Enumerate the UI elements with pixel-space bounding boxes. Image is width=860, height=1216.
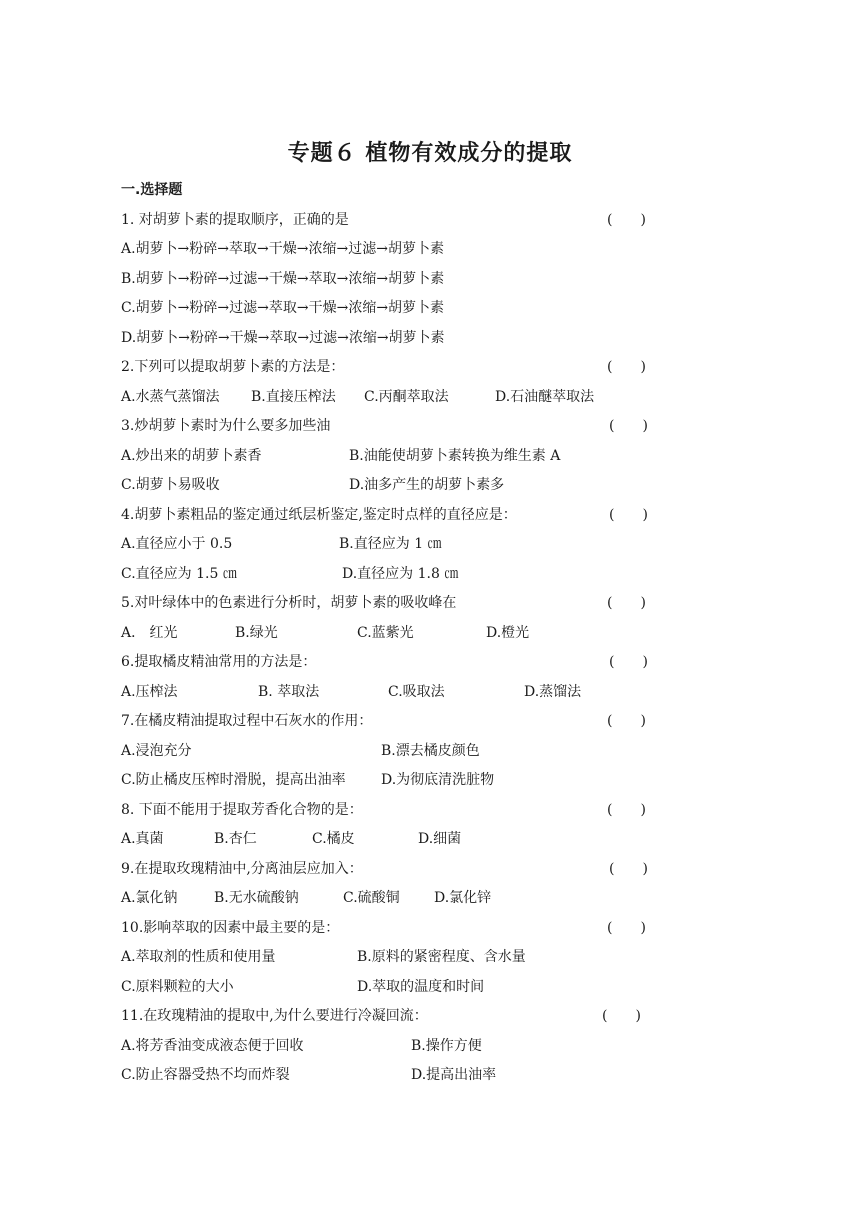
- question-9-option-c: C.硫酸铜: [343, 890, 400, 906]
- question-9-option-b: B.无水硫酸钠: [214, 890, 299, 906]
- question-9-stem: 9.在提取玫瑰精油中,分离油层应加入：: [121, 861, 363, 877]
- question-11-option-a: A.将芳香油变成液态便于回收: [121, 1038, 304, 1054]
- question-7-option-d: D.为彻底清洗脏物: [381, 772, 495, 788]
- question-2-option-b: B.直接压榨法: [251, 389, 336, 405]
- question-8-option-d: D.细菌: [418, 831, 462, 847]
- question-7-option-a: A.浸泡充分: [121, 743, 192, 759]
- question-1-stem: 1. 对胡萝卜素的提取顺序，正确的是: [121, 212, 349, 228]
- answer-bracket: ( ): [607, 713, 646, 729]
- question-9-option-a: A.氯化钠: [121, 890, 178, 906]
- answer-bracket: ( ): [607, 359, 646, 375]
- question-4-option-d: D.直径应为 1.8 ㎝: [342, 566, 459, 582]
- question-7-option-c: C.防止橘皮压榨时滑脱，提高出油率: [121, 772, 346, 788]
- question-11-option-c: C.防止容器受热不均而炸裂: [121, 1067, 290, 1083]
- answer-bracket: ( ): [607, 212, 646, 228]
- section-heading: 一.选择题: [121, 182, 183, 198]
- answer-bracket: ( ): [609, 507, 648, 523]
- question-2-option-a: A.水蒸气蒸馏法: [121, 389, 220, 405]
- question-4-option-c: C.直径应为 1.5 ㎝: [121, 566, 237, 582]
- question-3-option-a: A.炒出来的胡萝卜素香: [121, 448, 262, 464]
- answer-bracket: ( ): [609, 861, 648, 877]
- question-5-stem: 5.对叶绿体中的色素进行分析时，胡萝卜素的吸收峰在: [121, 595, 457, 611]
- question-1-option-b: B.胡萝卜→粉碎→过滤→干燥→萃取→浓缩→胡萝卜素: [121, 271, 445, 287]
- question-6-option-a: A.压榨法: [121, 684, 178, 700]
- question-7-option-b: B.漂去橘皮颜色: [381, 743, 480, 759]
- answer-bracket: ( ): [607, 920, 646, 936]
- question-4-option-b: B.直径应为 1 ㎝: [339, 536, 442, 552]
- question-10-stem: 10.影响萃取的因素中最主要的是：: [121, 920, 340, 936]
- question-8-option-b: B.杏仁: [214, 831, 257, 847]
- question-3-option-b: B.油能使胡萝卜素转换为维生素 A: [349, 448, 561, 464]
- answer-bracket: ( ): [607, 595, 646, 611]
- question-8-stem: 8. 下面不能用于提取芳香化合物的是：: [121, 802, 363, 818]
- question-8-option-a: A.真菌: [121, 831, 164, 847]
- question-11-option-d: D.提高出油率: [411, 1067, 497, 1083]
- question-2-stem: 2.下列可以提取胡萝卜素的方法是：: [121, 359, 345, 375]
- question-3-stem: 3.炒胡萝卜素时为什么要多加些油: [121, 418, 331, 434]
- question-1-option-d: D.胡萝卜→粉碎→干燥→萃取→过滤→浓缩→胡萝卜素: [121, 330, 445, 346]
- question-5-option-c: C.蓝紫光: [357, 625, 414, 641]
- question-10-option-a: A.萃取剂的性质和使用量: [121, 949, 276, 965]
- question-8-option-c: C.橘皮: [312, 831, 355, 847]
- question-6-option-d: D.蒸馏法: [524, 684, 582, 700]
- question-4-stem: 4.胡萝卜素粗品的鉴定通过纸层析鉴定,鉴定时点样的直径应是：: [121, 507, 517, 523]
- page-title: 专题６ 植物有效成分的提取: [287, 141, 573, 166]
- question-5-option-b: B.绿光: [235, 625, 278, 641]
- question-6-stem: 6.提取橘皮精油常用的方法是：: [121, 654, 317, 670]
- question-5-option-a: A． 红光: [121, 625, 178, 641]
- question-11-stem: 11.在玫瑰精油的提取中,为什么要进行冷凝回流：: [121, 1008, 428, 1024]
- question-6-option-b: B. 萃取法: [258, 684, 320, 700]
- question-2-option-c: C.丙酮萃取法: [364, 389, 449, 405]
- question-4-option-a: A.直径应小于 0.5: [121, 536, 233, 552]
- question-10-option-c: C.原料颗粒的大小: [121, 979, 234, 995]
- question-10-option-d: D.萃取的温度和时间: [357, 979, 485, 995]
- question-2-option-d: D.石油醚萃取法: [495, 389, 595, 405]
- answer-bracket: ( ): [602, 1008, 641, 1024]
- question-7-stem: 7.在橘皮精油提取过程中石灰水的作用：: [121, 713, 373, 729]
- question-1-option-a: A.胡萝卜→粉碎→萃取→干燥→浓缩→过滤→胡萝卜素: [121, 241, 444, 257]
- answer-bracket: ( ): [609, 654, 648, 670]
- question-5-option-d: D.橙光: [486, 625, 530, 641]
- answer-bracket: ( ): [609, 418, 648, 434]
- question-3-option-d: D.油多产生的胡萝卜素多: [349, 477, 505, 493]
- question-6-option-c: C.吸取法: [388, 684, 445, 700]
- question-9-option-d: D.氯化锌: [434, 890, 492, 906]
- question-10-option-b: B.原料的紧密程度、含水量: [357, 949, 526, 965]
- question-3-option-c: C.胡萝卜易吸收: [121, 477, 220, 493]
- answer-bracket: ( ): [607, 802, 646, 818]
- question-11-option-b: B.操作方便: [411, 1038, 482, 1054]
- question-1-option-c: C.胡萝卜→粉碎→过滤→萃取→干燥→浓缩→胡萝卜素: [121, 300, 445, 316]
